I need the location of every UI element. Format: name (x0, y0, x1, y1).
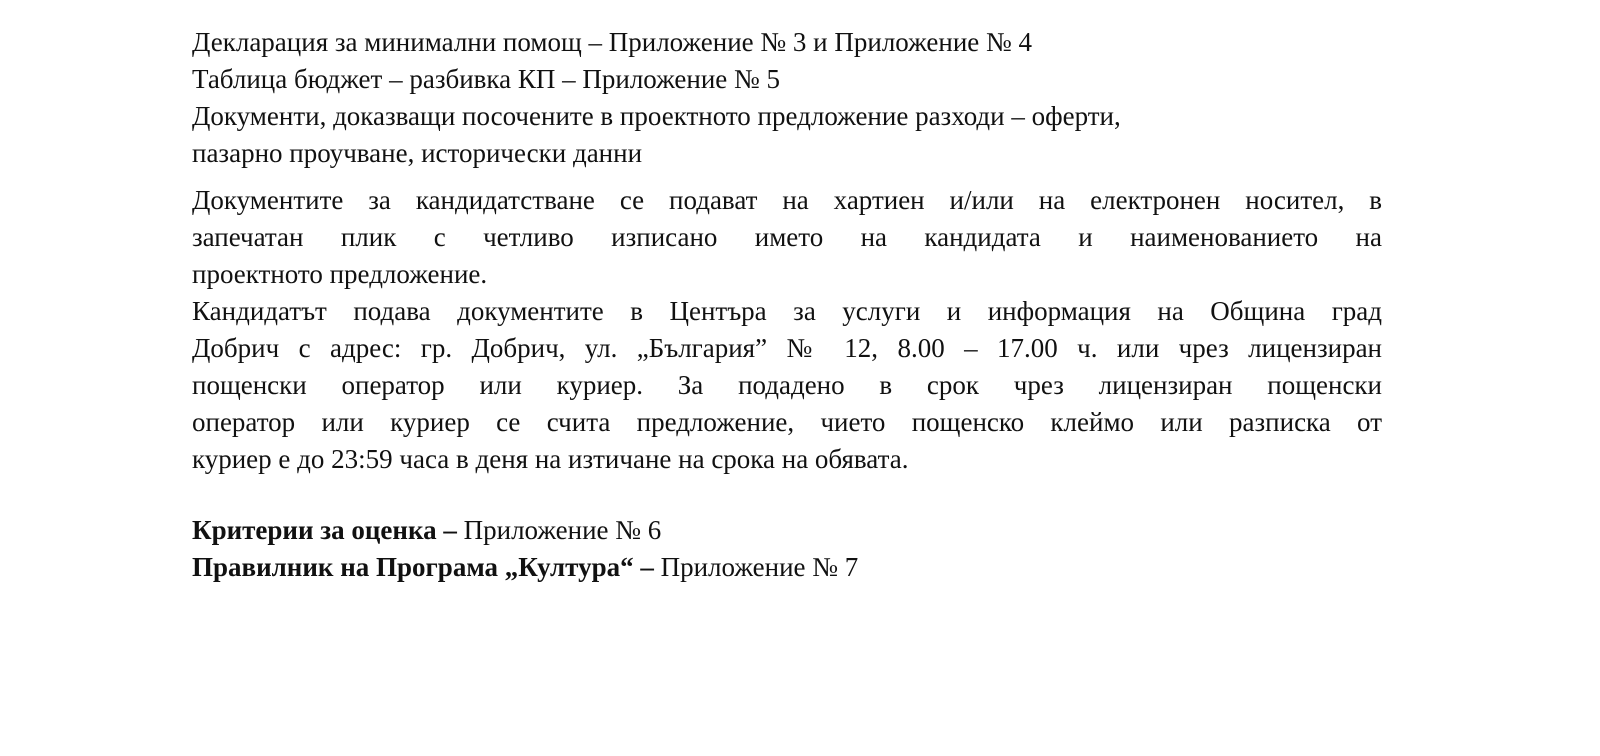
paragraph-line: Кандидатът подава документите в Центъра за услуги и информация на Община град (192, 296, 1382, 326)
attachments-list (192, 24, 1382, 172)
criteria-value: Приложение № 6 (456, 515, 662, 545)
attachment-line: Документи, доказващи посочените в проектното предложение разходи – оферти, (192, 101, 1121, 131)
attachment-line: пазарно проучване, исторически данни (192, 138, 643, 168)
paragraph-line: Документите за кандидатстване се подават на хартиен и/или на електронен носител, в (192, 185, 1382, 215)
attachment-line: Декларация за минимални помощ – Приложение № 3 и Приложение № 4 (192, 27, 1033, 57)
rules-line (192, 549, 1382, 586)
spacer (192, 172, 1382, 182)
rules-label: Правилник на Програма „Култура“ – (192, 552, 654, 582)
paragraph-line: проектното предложение. (192, 259, 488, 289)
document-page (192, 24, 1382, 586)
spacer (192, 478, 1382, 512)
paragraph-line: запечатан плик с четливо изписано името на кандидата и наименованието на (192, 222, 1382, 252)
criteria-line (192, 512, 1382, 549)
paragraph-line: пощенски оператор или куриер. За подадено в срок чрез лицензиран пощенски (192, 370, 1382, 400)
submission-paragraph-1 (192, 182, 1382, 293)
submission-paragraph-2 (192, 293, 1382, 478)
rules-value: Приложение № 7 (653, 552, 859, 582)
paragraph-line: Добрич с адрес: гр. Добрич, ул. „България” № 12, 8.00 – 17.00 ч. или чрез лицензиран (192, 333, 1382, 363)
criteria-label: Критерии за оценка – (192, 515, 457, 545)
attachment-line: Таблица бюджет – разбивка КП – Приложение № 5 (192, 64, 781, 94)
paragraph-line: куриер е до 23:59 часа в деня на изтичане на срока на обявата. (192, 444, 909, 474)
paragraph-line: оператор или куриер се счита предложение, чието пощенско клеймо или разписка от (192, 407, 1382, 437)
